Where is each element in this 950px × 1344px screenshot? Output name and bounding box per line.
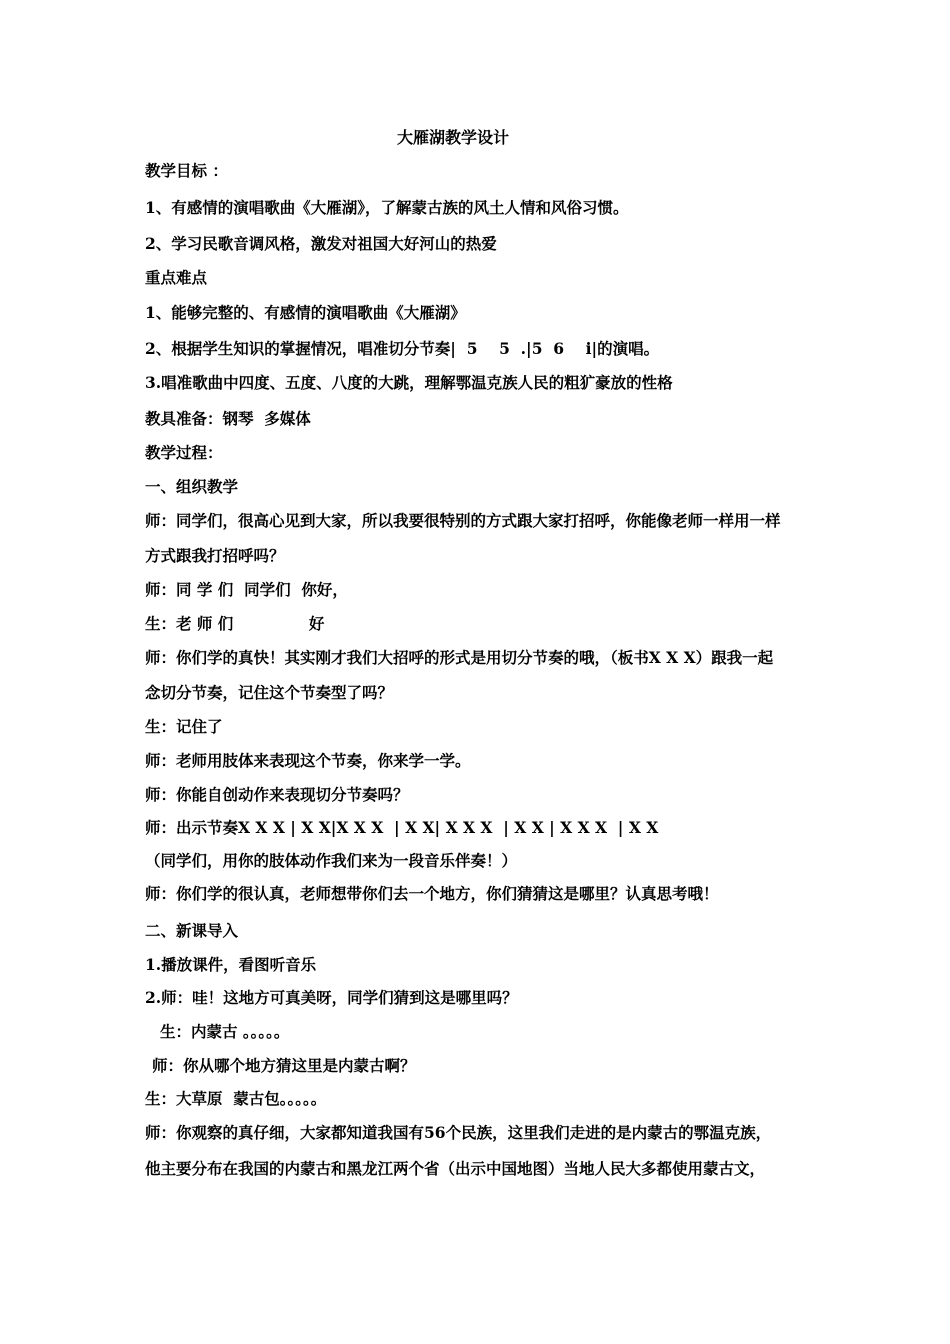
paragraph-line: 师：同 学 们 同学们 你好， [145, 580, 348, 599]
document-title: 大雁湖教学设计 [397, 128, 510, 147]
paragraph-line: 2、学习民歌音调风格，激发对祖国大好河山的热爱 [145, 234, 497, 253]
paragraph-line: 他主要分布在我国的内蒙古和黑龙江两个省（出示中国地图）当地人民大多都使用蒙古文， [145, 1159, 766, 1178]
paragraph-line: 师：老师用肢体来表现这个节奏，你来学一学。 [145, 751, 471, 770]
paragraph-line: 生：大草原 蒙古包。。。。。 [145, 1089, 327, 1108]
paragraph-line: 生：内蒙古 。。。。。 [160, 1022, 290, 1041]
paragraph-line: 1.播放课件，看图听音乐 [145, 955, 317, 974]
paragraph-line: 师：你们学的很认真，老师想带你们去一个地方，你们猜猜这是哪里？认真思考哦！ [145, 884, 719, 903]
paragraph-line: 教具准备：钢琴 多媒体 [145, 409, 311, 428]
paragraph-line: 师：你观察的真仔细，大家都知道我国有56个民族，这里我们走进的是内蒙古的鄂温克族， [145, 1123, 772, 1142]
paragraph-line: 教学过程： [145, 443, 223, 462]
paragraph-line: 师：你能自创动作来表现切分节奏吗？ [145, 785, 409, 804]
paragraph-line: 重点难点 [145, 268, 208, 287]
section-heading: 二、新课导入 [145, 921, 239, 940]
paragraph-line: 2、根据学生知识的掌握情况，唱准切分节奏| 5 5 .|5 6 i|的演唱。 [145, 339, 660, 358]
paragraph-line: 1、能够完整的、有感情的演唱歌曲《大雁湖》 [145, 303, 466, 322]
paragraph-line: 生：老 师 们 好 [145, 614, 325, 633]
paragraph-line: 念切分节奏，记住这个节奏型了吗？ [145, 683, 394, 702]
section-heading: 一、组织教学 [145, 477, 239, 496]
rhythm-notation-line: 师：出示节奏X X X | X X|X X X | X X| X X X | X X | X X X | X X [145, 818, 659, 837]
paragraph-line: 生：记住了 [145, 717, 223, 736]
paragraph-line: 方式跟我打招呼吗？ [145, 546, 285, 565]
paragraph-line: 3.唱准歌曲中四度、五度、八度的大跳，理解鄂温克族人民的粗犷豪放的性格 [145, 373, 673, 392]
paragraph-line: 教学目标 ： [145, 161, 228, 180]
paragraph-line: 师：你们学的真快！其实刚才我们大招呼的形式是用切分节奏的哦，（板书X X X）跟我一起 [145, 648, 774, 667]
paragraph-line: （同学们，用你的肢体动作我们来为一段音乐伴奏！） [145, 851, 518, 870]
paragraph-line: 2.师：哇！这地方可真美呀，同学们猜到这是哪里吗？ [145, 988, 518, 1007]
paragraph-line: 师：同学们，很高心见到大家，所以我要很特别的方式跟大家打招呼，你能像老师一样用一样 [145, 511, 781, 530]
paragraph-line: 1、有感情的演唱歌曲《大雁湖》，了解蒙古族的风土人情和风俗习惯。 [145, 198, 629, 217]
paragraph-line: 师：你从哪个地方猜这里是内蒙古啊？ [152, 1056, 416, 1075]
